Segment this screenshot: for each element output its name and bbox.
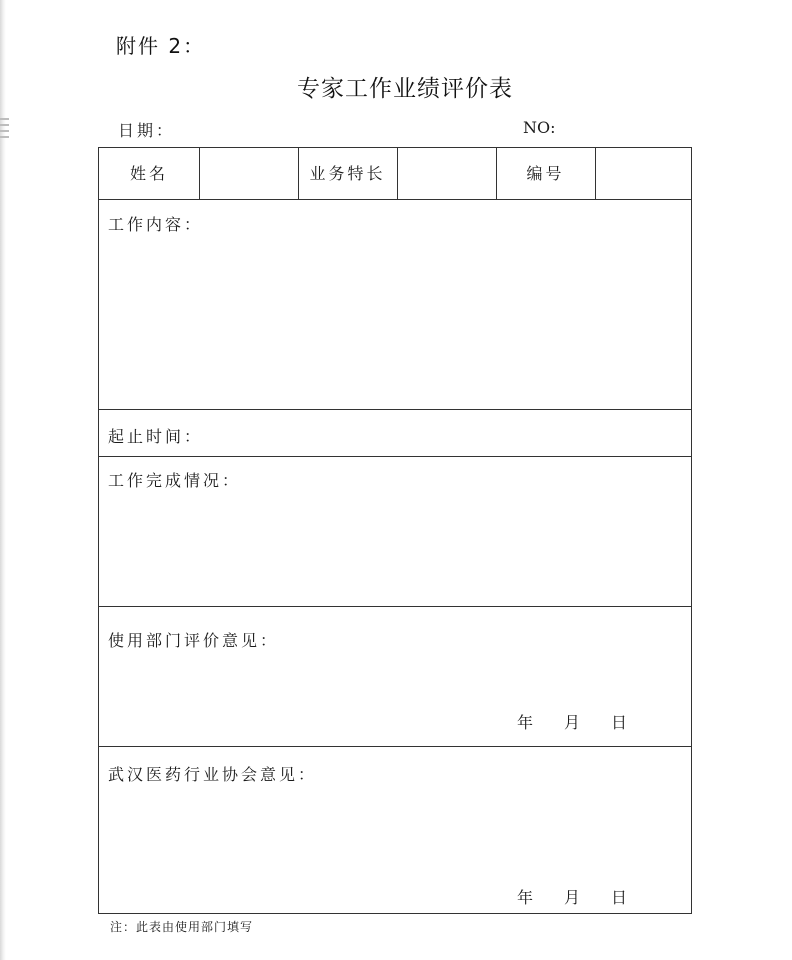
work-content-label: 工作内容： [108, 215, 204, 234]
association-year-label: 年 [517, 888, 534, 907]
name-header: 姓名 [129, 164, 168, 183]
department-year-label: 年 [517, 713, 534, 732]
row-divider [99, 456, 691, 457]
name-value-cell[interactable] [199, 148, 200, 199]
row-divider [99, 746, 691, 747]
number-header: 编号 [526, 164, 565, 183]
scan-edge [0, 0, 6, 960]
period-label: 起止时间： [108, 427, 204, 446]
footnote: 注：此表由使用部门填写 [110, 920, 254, 934]
department-month-label: 月 [564, 713, 581, 732]
association-day-label: 日 [611, 888, 628, 907]
association-month-label: 月 [564, 888, 581, 907]
evaluation-form [98, 147, 692, 914]
completion-label: 工作完成情况： [108, 471, 242, 490]
scan-mark [0, 136, 9, 138]
specialty-value-cell[interactable] [397, 148, 398, 199]
row-divider [99, 409, 691, 410]
scan-mark [0, 118, 9, 120]
row-divider [99, 606, 691, 607]
department-day-label: 日 [611, 713, 628, 732]
form-title: 专家工作业绩评价表 [297, 76, 513, 102]
number-label: NO: [523, 118, 556, 137]
row-divider [99, 199, 691, 200]
specialty-header: 业务特长 [309, 164, 386, 183]
number-value-cell[interactable] [595, 148, 596, 199]
date-label: 日期： [118, 121, 176, 140]
attachment-label: 附件 2： [116, 34, 206, 58]
scan-mark [0, 124, 9, 126]
association-opinion-label: 武汉医药行业协会意见： [108, 765, 318, 784]
scan-mark [0, 130, 9, 132]
department-opinion-label: 使用部门评价意见： [108, 631, 280, 650]
